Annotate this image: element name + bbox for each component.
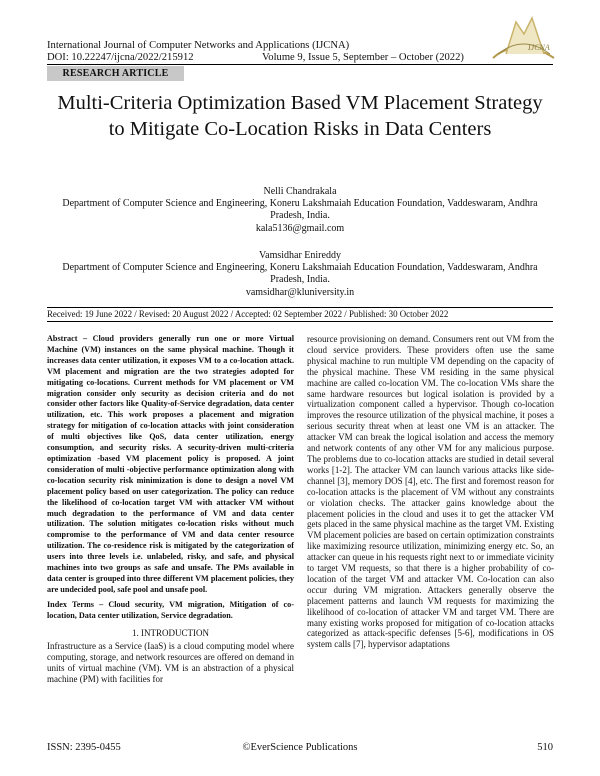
page-number: 510 xyxy=(537,742,553,753)
left-column xyxy=(47,334,294,685)
intro-paragraph-right: resource provisioning on demand. Consumers rent out VM from the cloud service providers. These providers often use the same physical machine to run multiple VM depending on the capacity of the physical machine. These VM residing in the same physical machine are called co-location VM. The co-location VMs share the same hardware resources but logical isolation is provided by a virtualization component called a hypervisor. Though co-location improves the resource utilization of the physical machine, it poses a serious security threat when at least one VM is an attacker. The attacker VM can break the logical isolation and access the memory and network contents of any other VM for any malicious purpose. The problems due to co-location attacks are studied in detail several works [1-2]. The attacker VM can launch various attacks like side-channel [3], memory DOS [4], etc. The first and foremost reason for co-location attacks is the placement of VM without any constraints or violation checks. The attacker gains knowledge about the placement policies in the cloud and uses it to get the attacker VM gets placed in the same physical machine as the target VM. Existing VM placement policies are based on certain optimization constraints like maximizing resource utilization, minimizing energy etc. So, an attacker can queue in his requests right next to or immediate vicinity to target VM requests, so that there is a higher probability of co-location of the target VM and attacker VM. Co-location can also occur during VM migration. Attackers generally observe the placement patterns and launch VM requests for maximizing the likelihood of co-location of attacker VM and target VM. There are many existing works proposed for mitigation of co-location attacks categorized as attack-specific defenses [5-6], modifications in OS system calls [7], hypervisor adaptations xyxy=(307,334,554,650)
footer-publisher: ©EverScience Publications xyxy=(242,742,358,753)
section-heading-introduction: 1. INTRODUCTION xyxy=(132,627,209,638)
paper-title: Multi-Criteria Optimization Based VM Placement Strategy to Mitigate Co-Location Risks in Data Centers xyxy=(57,92,543,140)
author-affiliation: Department of Computer Science and Engineering, Koneru Lakshmaiah Education Foundation, Vaddeswaram, Andhra Pradesh, India. xyxy=(62,262,538,286)
publication-dates: Received: 19 June 2022 / Revised: 20 August 2022 / Accepted: 02 September 2022 / Published: 30 October 2022 xyxy=(47,309,449,319)
dates-divider-top xyxy=(47,307,553,308)
author-name: Nelli Chandrakala xyxy=(263,186,337,197)
abstract: Abstract – Cloud providers generally run one or more Virtual Machine (VM) instances on the same physical machine. Though it increases data center utilization, it exposes VM to a co-location attack. VM placement and migration are the two strategies adopted for mitigating co-locations. Current methods for VM placement or VM migration consider only security as decision criteria and do not consider other factors like Quality-of-Service degradation, data center utilization, etc. This work proposes a placement and migration strategy for mitigation of co-location attacks with joint consideration of multi objectives like QoS, data center utilization, energy consumption, and security risks. A security-driven multi-criteria optimization -based VM placement policy is proposed. A joint consideration of multi -objective performance optimization along with co-location security risk minimization is done to design a novel VM placement policy based on user categorization. The policy can reduce the likelihood of co-location target VM with attacker VM without much degradation to the performance of VM and data center utilization. The solution mitigates co-location risks without much compromise to the performance of VM and data center resource utilization. The co-residence risk is mitigated by the categorization of users into three levels i.e. unlabeled, risky, and safe, and physical machines into two groups as safe and unsafe. The PMs available in data center is grouped into three different VM placement policies, they are undecided pool, safe pool and unsafe pool. xyxy=(47,334,294,594)
author-block-1 xyxy=(47,186,553,235)
header-divider xyxy=(47,64,553,65)
intro-paragraph-left: Infrastructure as a Service (IaaS) is a cloud computing model where computing, storage, and network resources are offered on demand in units of virtual machine (VM). VM is an abstraction of a physical machine (PM) with facilities for xyxy=(47,641,294,685)
author-block-2 xyxy=(47,250,553,299)
doi: DOI: 10.22247/ijcna/2022/215912 xyxy=(47,52,194,63)
footer-issn: ISSN: 2395-0455 xyxy=(47,742,121,753)
right-column xyxy=(307,334,554,650)
logo-text: IJCNA xyxy=(528,43,550,52)
journal-name: International Journal of Computer Networks and Applications (IJCNA) xyxy=(47,40,350,51)
author-email[interactable]: vamsidhar@kluniversity.in xyxy=(245,286,355,298)
article-type-badge: RESEARCH ARTICLE xyxy=(47,66,184,81)
author-email[interactable]: kala5136@gmail.com xyxy=(255,222,345,234)
index-terms: Index Terms – Cloud security, VM migration, Mitigation of co-location, Data center utilization, Service degradation. xyxy=(47,599,294,620)
journal-logo-icon xyxy=(488,14,558,64)
author-name: Vamsidhar Enireddy xyxy=(259,250,341,261)
dates-divider-bottom xyxy=(47,321,553,322)
volume-issue: Volume 9, Issue 5, September – October (2022) xyxy=(262,52,464,63)
author-affiliation: Department of Computer Science and Engineering, Koneru Lakshmaiah Education Foundation, Vaddeswaram, Andhra Pradesh, India. xyxy=(62,198,538,222)
